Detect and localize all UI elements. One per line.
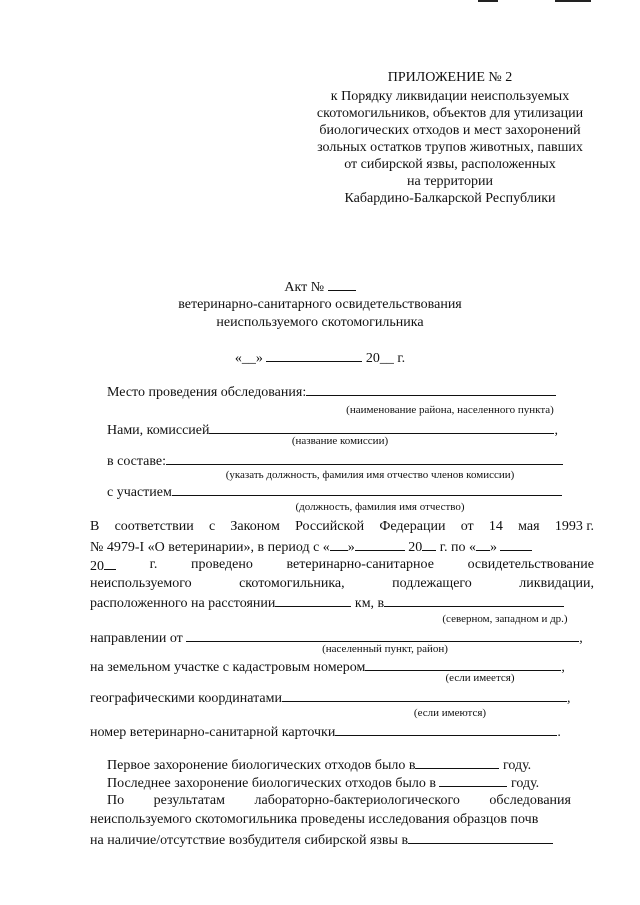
blank[interactable] [104, 557, 116, 570]
blank[interactable] [500, 538, 532, 551]
members-input-line[interactable] [166, 452, 563, 465]
participants-field [107, 483, 562, 501]
appendix-line: к Порядку ликвидации неиспользуемых [330, 89, 570, 104]
commission-input-line[interactable] [209, 421, 554, 434]
distance-blank[interactable] [275, 594, 351, 607]
participants-input-line[interactable] [172, 483, 562, 496]
direction-field: направлении от , [90, 631, 583, 646]
body-line-4: неиспользуемого скотомогильника, подлежащего ликвидации, [90, 576, 594, 591]
coordinates-input-line[interactable] [282, 689, 567, 702]
body-line-2: № 4979-I «О ветеринарии», в период с « » 20 г. по « » [90, 538, 532, 556]
blank[interactable] [355, 538, 405, 551]
body-line-1: В соответствии с Законом Российской Федерации от 14 мая 1993 г. [90, 519, 594, 534]
lab-line-1: По результатам лабораторно-бактериологического обследования [107, 793, 571, 808]
act-date-line: «__» 20__ г. [234, 351, 406, 366]
lab-result-blank[interactable] [408, 831, 553, 844]
place-hint: (наименование района, населенного пункта) [346, 404, 554, 416]
members-hint: (указать должность, фамилия имя отчество членов комиссии) [225, 469, 515, 481]
act-subtitle: неиспользуемого скотомогильника [216, 315, 424, 330]
commission-label: Нами, комиссией [107, 423, 210, 438]
cadastral-hint: (если имеется) [445, 672, 515, 684]
participants-hint: (должность, фамилия имя отчество) [295, 501, 465, 513]
last-burial-line: Последнее захоронение биологических отходов было в году. [107, 776, 540, 791]
body-line-3: 20 г. проведено ветеринарно-санитарное освидетельствование [90, 557, 594, 574]
appendix-line: Кабардино-Балкарской Республики [344, 191, 556, 206]
members-field [107, 452, 563, 470]
act-number-blank [328, 278, 356, 291]
act-title: Акт № [100, 278, 540, 296]
lab-line-2: неиспользуемого скотомогильника проведены исследования образцов почв [90, 812, 539, 827]
scan-mark [478, 0, 498, 2]
direction-place-hint: (населенный пункт, район) [322, 643, 448, 655]
direction-input-line[interactable] [186, 629, 579, 642]
members-label: в составе: [107, 454, 167, 469]
cadastral-input-line[interactable] [365, 658, 561, 671]
appendix-line: от сибирской язвы, расположенных [344, 157, 556, 172]
date-blank [266, 349, 362, 362]
appendix-line: на территории [407, 174, 493, 189]
first-burial-line: Первое захоронение биологических отходов было в году. [107, 758, 532, 773]
card-field: номер ветеринарно-санитарной карточки . [90, 725, 561, 740]
act-subtitle: ветеринарно-санитарного освидетельствования [178, 297, 462, 312]
place-field [107, 383, 556, 401]
card-label: номер ветеринарно-санитарной карточки [90, 725, 336, 740]
direction-hint: (северном, западном и др.) [442, 613, 568, 625]
lab-line-3: на наличие/отсутствие возбудителя сибирской язвы в [90, 831, 553, 849]
appendix-line: зольных остатков трупов животных, павших [317, 140, 583, 155]
appendix-line: биологических отходов и мест захоронений [319, 123, 581, 138]
coordinates-label: географическими координатами [90, 691, 282, 706]
direction-label: направлении от [90, 631, 187, 646]
participants-label: с участием [107, 485, 172, 500]
commission-hint: (название комиссии) [291, 435, 389, 447]
scan-mark [555, 0, 591, 2]
blank[interactable] [330, 538, 348, 551]
appendix-line: скотомогильников, объектов для утилизации [316, 106, 584, 121]
appendix-title: ПРИЛОЖЕНИЕ № 2 [387, 70, 513, 85]
blank[interactable] [422, 538, 436, 551]
blank[interactable] [476, 538, 490, 551]
first-burial-blank[interactable] [415, 756, 499, 769]
place-input-line[interactable] [306, 383, 556, 396]
coordinates-hint: (если имеются) [413, 707, 487, 719]
coordinates-field: географическими координатами , [90, 691, 571, 706]
body-line-5: расположенного на расстоянии км, в [90, 594, 564, 612]
cadastral-label: на земельном участке с кадастровым номером [90, 660, 366, 675]
direction-blank[interactable] [384, 594, 564, 607]
card-input-line[interactable] [335, 723, 557, 736]
cadastral-field: на земельном участке с кадастровым номером , [90, 660, 565, 675]
commission-field: Нами, комиссией , [107, 423, 558, 438]
last-burial-blank[interactable] [439, 774, 507, 787]
place-label: Место проведения обследования: [107, 385, 307, 400]
